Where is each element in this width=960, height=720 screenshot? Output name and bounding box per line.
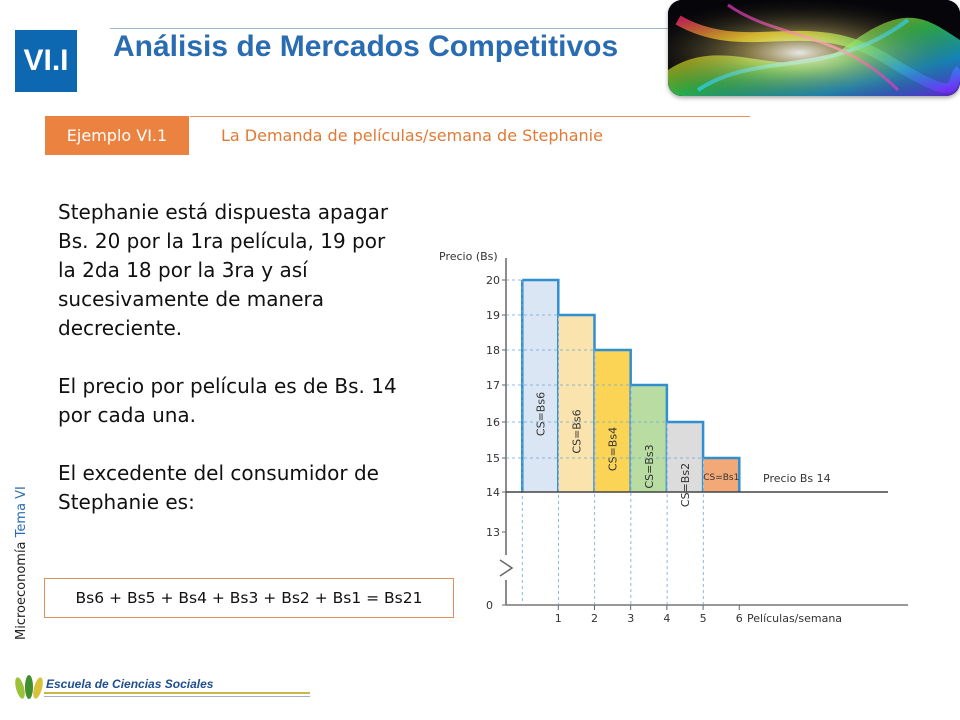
- price-line-label: Precio Bs 14: [763, 472, 831, 485]
- y-axis-label: Precio (Bs): [439, 250, 498, 263]
- y-tick-label: 18: [486, 344, 500, 357]
- surplus-formula: Bs6 + Bs5 + Bs4 + Bs3 + Bs2 + Bs1 = Bs21: [44, 578, 454, 618]
- axis-break-icon: [500, 560, 512, 576]
- surplus-label: CS=Bs6: [570, 409, 584, 454]
- example-tag: Ejemplo VI.1: [45, 116, 189, 155]
- y-tick-label: 14: [486, 486, 500, 499]
- y-tick-label: 13: [486, 526, 500, 539]
- x-tick-label: 5: [699, 612, 707, 625]
- y-tick-label: 15: [486, 452, 500, 465]
- y-tick-label: 17: [486, 379, 500, 392]
- x-tick-label: 3: [627, 612, 635, 625]
- body-text: [58, 198, 408, 517]
- y-tick-label: 19: [486, 309, 500, 322]
- y-tick-label: 0: [486, 599, 493, 612]
- sidebar-course: Microeconomía: [14, 541, 29, 640]
- x-axis-label: Películas/semana: [747, 612, 843, 625]
- surplus-label: CS=Bs3: [642, 444, 656, 489]
- sidebar-topic: Tema VI: [14, 486, 29, 538]
- paragraph-surplus: El excedente del consumidor de Stephanie es:: [58, 461, 379, 514]
- surplus-label: CS=Bs6: [534, 391, 548, 437]
- surplus-label: CS=Bs2: [679, 462, 693, 508]
- slide-title: Análisis de Mercados Competitivos: [113, 30, 619, 63]
- sidebar-label: [14, 486, 29, 640]
- title-rule: [110, 28, 690, 29]
- paragraph-price: El precio por película es de Bs. 14 por cada una.: [58, 374, 397, 427]
- school-name: Escuela de Ciencias Sociales: [46, 677, 214, 691]
- y-tick-label: 20: [486, 274, 500, 287]
- example-title: La Demanda de películas/semana de Stephanie: [221, 126, 603, 145]
- surplus-label: CS=Bs1: [703, 473, 740, 483]
- x-tick-label: 6: [735, 612, 743, 625]
- x-tick-label: 1: [554, 612, 562, 625]
- y-tick-label: 16: [486, 416, 500, 429]
- surplus-bar: [558, 315, 594, 492]
- logo-rule: [44, 692, 310, 694]
- leaf-logo-icon: [12, 672, 46, 702]
- logo-rule-secondary: [44, 696, 310, 697]
- section-badge: VI.I: [15, 30, 77, 92]
- demand-chart: [420, 240, 920, 630]
- surplus-label: CS=Bs4: [606, 426, 620, 472]
- decorative-banner-image: [668, 0, 960, 96]
- x-tick-label: 4: [663, 612, 671, 625]
- paragraph-willingness: Stephanie está dispuesta apagar Bs. 20 por la 1ra película, 19 por la 2da 18 por la 3ra y así sucesivamente de manera decreciente.: [58, 200, 389, 340]
- example-rule: [190, 116, 750, 117]
- surplus-bar: [522, 280, 558, 492]
- x-tick-label: 2: [590, 612, 598, 625]
